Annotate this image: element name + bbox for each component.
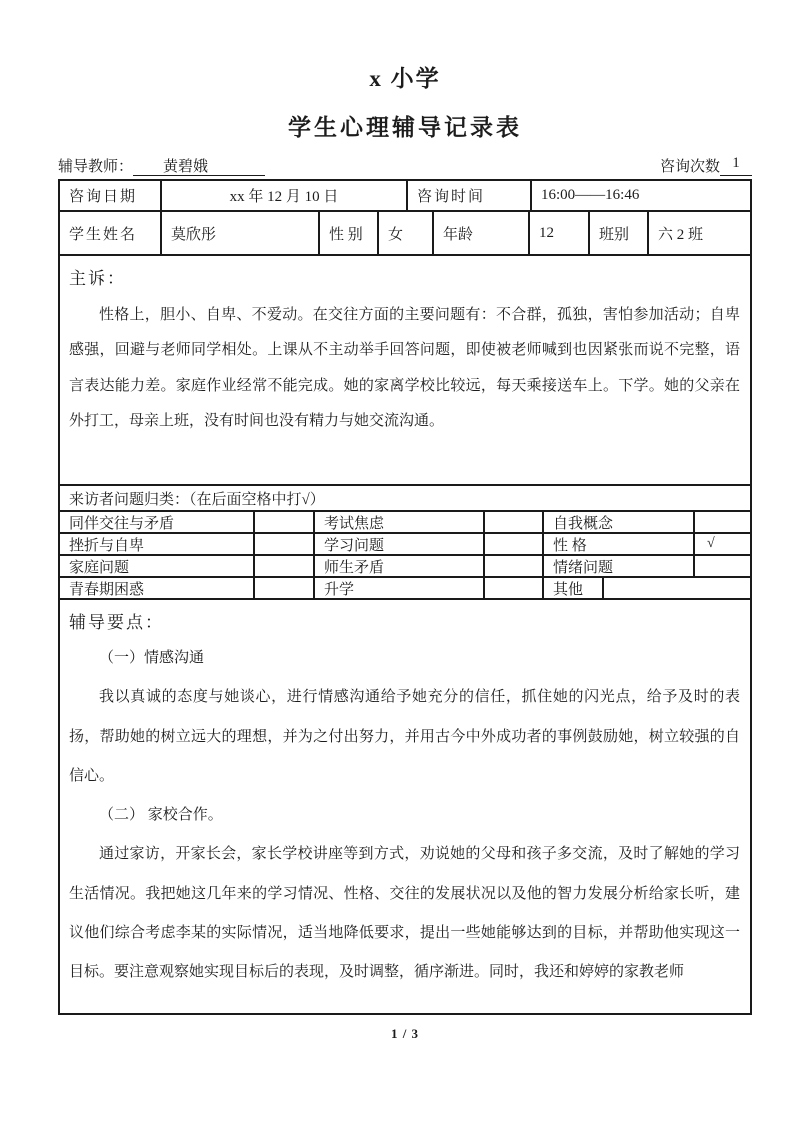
guidance-body [69,639,740,993]
record-table [58,179,752,1015]
category-label: 考试焦虑 [315,512,485,532]
student-name-label: 学生姓名 [60,212,162,254]
document-content [58,0,752,1015]
consult-count-value: 1 [720,155,752,176]
teacher-name-field: 黄碧娥 [133,155,265,176]
category-checkbox [255,512,315,532]
category-label: 自我概念 [544,512,695,532]
complaint-section [60,256,750,486]
category-checkbox [255,578,315,598]
guidance-paragraph: 通过家访，开家长会，家长学校讲座等到方式，劝说她的父母和孩子多交流，及时了解她的学习生活情况。我把她这几年来的学习情况、性格、交往的发展状况以及他的智力发展分析给家长听，建议他们综合考虑李某的实际情况，适当地降低要求，提出一些她能够达到的目标，并帮助他实现这一目标。要注意观察她实现目标后的表现，及时调整，循序渐进。同时，我还和婷婷的家教老师 [69,846,740,981]
classification-header-row [60,486,750,512]
category-checkbox [485,556,544,576]
category-label: 其他 [544,578,604,598]
consult-count-label: 咨询次数 [659,159,720,175]
category-label: 家庭问题 [60,556,255,576]
category-checkbox [604,578,750,598]
page-number: 1 / 3 [390,1026,420,1041]
category-label: 情绪问题 [544,556,695,576]
category-checkbox [255,556,315,576]
category-checkmark: √ [707,536,715,551]
classification-row [60,512,750,534]
guidance-paragraph: （二） 家校合作。 [99,807,223,824]
complaint-label: 主诉： [69,269,126,288]
category-checkbox [255,534,315,554]
category-label: 升学 [315,578,485,598]
teacher-line [58,153,752,176]
category-label: 同伴交往与矛盾 [60,512,255,532]
category-checkbox [485,534,544,554]
teacher-label: 辅导教师： [58,159,134,175]
category-checkbox [695,556,750,576]
gender-value: 女 [379,212,434,254]
category-checkbox [695,512,750,532]
consult-time-value: 16:00——16:46 [541,187,640,203]
consult-date-value: xx 年 12 月 10 日 [162,181,408,210]
classification-row [60,534,750,556]
form-title: 学生心理辅导记录表 [288,115,522,140]
category-label: 青春期困惑 [60,578,255,598]
category-label: 性 格 [544,534,695,554]
guidance-label: 辅导要点： [69,613,164,632]
student-info-row [60,212,750,256]
consult-info-row [60,181,750,212]
school-title: x 小学 [369,66,441,91]
age-label: 年龄 [434,212,530,254]
complaint-text: 性格上，胆小、自卑、不爱动。在交往方面的主要问题有：不合群，孤独，害怕参加活动；自卑感强，回避与老师同学相处。上课从不主动举手回答问题，即使被老师喊到也因紧张而说不完整，语言表达能力差。家庭作业经常不能完成。她的家离学校比较远，每天乘接送车上。下学。她的父亲在外打工，母亲上班，没有时间也没有精力与她交流沟通。 [69,307,740,429]
class-value: 六 2 班 [658,226,704,243]
classification-row [60,556,750,578]
student-name-value: 莫欣彤 [162,212,320,254]
category-label: 挫折与自卑 [60,534,255,554]
classification-header: 来访者问题归类：（在后面空格中打√） [69,491,325,508]
guidance-section [60,600,750,1013]
guidance-paragraph: 我以真诚的态度与她谈心，进行情感沟通给予她充分的信任，抓住她的闪光点，给予及时的表扬，帮助她的树立远大的理想，并为之付出努力，并用古今中外成功者的事例鼓励她，树立较强的自信心。 [69,689,740,784]
age-value: 12 [530,212,590,254]
classification-row [60,578,750,600]
consult-time-label: 咨询时间 [408,181,532,210]
guidance-paragraph: （一）情感沟通 [99,650,205,666]
category-label: 师生矛盾 [315,556,485,576]
class-label: 班别 [590,212,649,254]
gender-label: 性 别 [320,212,379,254]
category-checkbox [485,512,544,532]
category-checkbox [485,578,544,598]
consult-date-label: 咨询日期 [60,181,162,210]
category-label: 学习问题 [315,534,485,554]
